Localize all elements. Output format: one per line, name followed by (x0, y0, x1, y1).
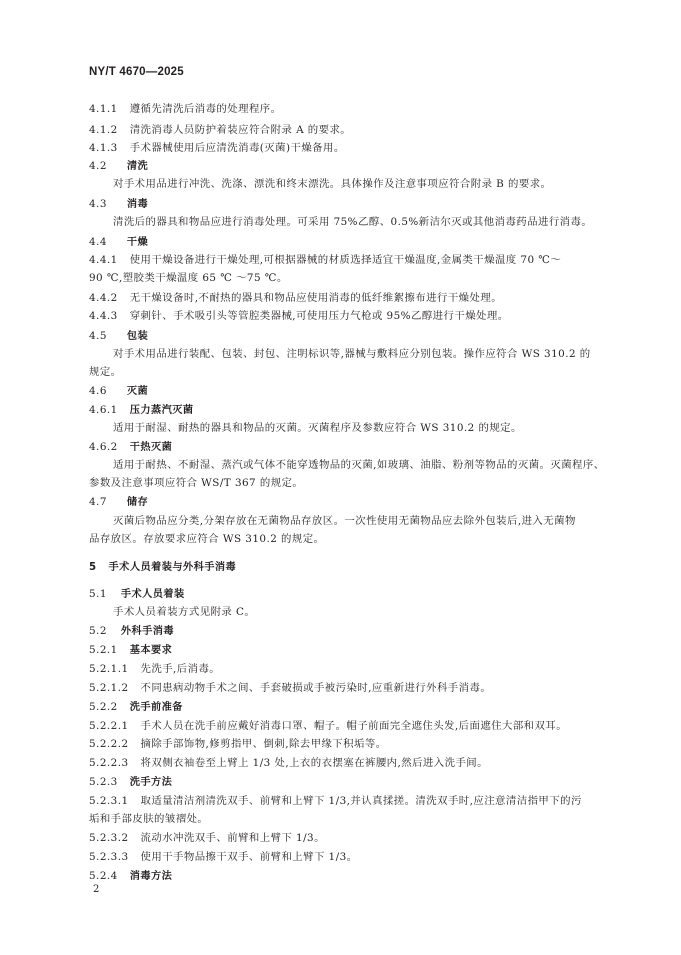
paragraph-continued: 品存放区。存放要求应符合 WS 310.2 的规定。 (89, 533, 325, 545)
clause-5-2-2-heading (89, 699, 617, 716)
section-4-4-heading (89, 234, 617, 251)
section-number: 4.6 (89, 385, 107, 397)
clause-4-4-3 (89, 308, 617, 324)
clause-text: 手术器械使用后应清洗消毒(灭菌)干燥备用。 (129, 142, 345, 154)
section-4-2-heading (89, 158, 617, 175)
clause-number: 5.2.1.1 (89, 663, 129, 675)
clause-number: 5.2.2 (89, 701, 118, 713)
clause-text: 取适量清洁剂清洗双手、前臂和上臂下 1/3,并认真揉搓。清洗双手时,应注意清洁指甲下的污 (140, 795, 582, 807)
chapter-number: 5 (89, 562, 97, 573)
clause-number: 5.2.4 (89, 870, 118, 882)
section-title: 储存 (126, 497, 149, 508)
clause-number: 5.2.2.2 (89, 738, 129, 750)
clause-title: 洗手前准备 (129, 702, 183, 713)
clause-text: 使用干手物品擦干双手、前臂和上臂下 1/3。 (140, 851, 358, 863)
clause-number: 5.2.3 (89, 776, 118, 788)
section-4-7-heading (89, 494, 617, 511)
clause-5-2-1-1 (89, 661, 617, 677)
clause-title: 压力蒸汽灭菌 (129, 405, 194, 416)
clause-text: 使用干燥设备进行干燥处理,可根据器械的材质选择适宜干燥温度,金属类干燥温度 70 ℃～ (129, 254, 562, 266)
clause-number: 4.6.1 (89, 404, 118, 416)
clause-4-4-1 (89, 252, 617, 268)
section-title: 清洗 (126, 161, 149, 172)
paragraph: 手术人员着装方式见附录 C。 (113, 606, 256, 618)
section-number: 4.5 (89, 330, 107, 342)
clause-4-4-2 (89, 290, 617, 306)
clause-title: 洗手方法 (129, 777, 173, 788)
clause-5-2-4-heading (89, 868, 617, 885)
clause-number: 5.2.1 (89, 644, 118, 656)
clause-5-2-1-2 (89, 680, 617, 696)
section-number: 5.2 (89, 625, 107, 637)
section-4-6-heading (89, 383, 617, 400)
clause-number: 5.2.3.3 (89, 851, 129, 863)
section-number: 4.2 (89, 160, 107, 172)
section-title: 外科手消毒 (120, 626, 175, 637)
chapter-5-heading (89, 559, 617, 576)
clause-5-2-2-3 (89, 755, 617, 771)
chapter-title: 手术人员着装与外科手消毒 (108, 562, 237, 573)
section-number: 4.3 (89, 198, 107, 210)
clause-text: 先洗手,后消毒。 (140, 663, 221, 675)
paragraph: 对手术用品进行冲洗、洗涤、漂洗和终末漂洗。具体操作及注意事项应符合附录 B 的要求。 (113, 178, 552, 190)
clause-number: 5.2.2.3 (89, 757, 129, 769)
section-number: 5.1 (89, 588, 107, 600)
clause-4-1-2 (89, 122, 617, 138)
paragraph-continued: 参数及注意事项应符合 WS/T 367 的规定。 (89, 477, 304, 489)
clause-text: 摘除手部饰物,修剪指甲、倒刺,除去甲缘下积垢等。 (140, 738, 387, 750)
clause-number: 4.1.2 (89, 124, 118, 136)
clause-text: 无干燥设备时,不耐热的器具和物品应使用消毒的低纤维絮擦布进行干燥处理。 (129, 292, 503, 304)
clause-4-6-1-heading (89, 402, 617, 419)
clause-number: 4.4.1 (89, 254, 118, 266)
clause-text: 穿刺针、手术吸引头等管腔类器械,可使用压力气枪或 95%乙醇进行干燥处理。 (129, 310, 509, 322)
clause-number: 4.4.2 (89, 292, 118, 304)
page-number: 2 (93, 884, 100, 895)
clause-5-2-2-1 (89, 718, 617, 734)
section-number: 4.7 (89, 496, 107, 508)
clause-number: 4.6.2 (89, 441, 118, 453)
clause-text: 将双侧衣袖卷至上臂上 1/3 处,上衣的衣摆塞在裤腰内,然后进入洗手间。 (140, 757, 488, 769)
paragraph: 灭菌后物品应分类,分架存放在无菌物品存放区。一次性使用无菌物品应去除外包装后,进入无菌物 (113, 515, 576, 527)
clause-title: 消毒方法 (129, 871, 173, 882)
clause-text: 遵循先清洗后消毒的处理程序。 (129, 103, 282, 115)
clause-5-2-3-2 (89, 830, 617, 846)
clause-number: 4.4.3 (89, 310, 118, 322)
section-title: 灭菌 (126, 386, 149, 397)
clause-number: 5.2.3.2 (89, 832, 129, 844)
section-title: 干燥 (126, 237, 149, 248)
clause-number: 5.2.3.1 (89, 795, 129, 807)
section-4-3-heading (89, 196, 617, 213)
paragraph: 清洗后的器具和物品应进行消毒处理。可采用 75%乙醇、0.5%新洁尔灭或其他消毒药品进行消毒。 (113, 216, 593, 228)
clause-title: 基本要求 (129, 645, 173, 656)
clause-number: 5.2.1.2 (89, 682, 129, 694)
clause-text: 不同患病动物手术之间、手套破损或手被污染时,应重新进行外科手消毒。 (140, 682, 492, 694)
clause-4-1-3 (89, 140, 617, 156)
clause-number: 5.2.2.1 (89, 720, 129, 732)
section-title: 消毒 (126, 199, 149, 210)
clause-text: 流动水冲洗双手、前臂和上臂下 1/3。 (140, 832, 325, 844)
section-5-2-heading (89, 623, 617, 640)
clause-text: 清洗消毒人员防护着装应符合附录 A 的要求。 (129, 124, 352, 136)
clause-number: 4.1.3 (89, 142, 118, 154)
paragraph: 对手术用品进行装配、包装、封包、注明标识等,器械与敷料应分别包装。操作应符合 WS 310.2 的 (113, 348, 591, 360)
section-title: 手术人员着装 (120, 589, 185, 600)
clause-number: 4.1.1 (89, 103, 118, 115)
clause-5-2-3-1 (89, 793, 617, 809)
paragraph-continued: 规定。 (89, 366, 122, 378)
clause-4-4-1-continued: 90 ℃,塑胶类干燥温度 65 ℃ ～75 ℃。 (89, 272, 288, 284)
clause-5-2-3-heading (89, 774, 617, 791)
clause-text: 手术人员在洗手前应戴好消毒口罩、帽子。帽子前面完全遮住头发,后面遮住大部和双耳。 (140, 720, 568, 732)
clause-4-6-2-heading (89, 439, 617, 456)
paragraph: 适用于耐湿、耐热的器具和物品的灭菌。灭菌程序及参数应符合 WS 310.2 的规定。 (113, 422, 522, 434)
clause-title: 干热灭菌 (129, 442, 173, 453)
clause-5-2-3-3 (89, 849, 617, 865)
clause-5-2-3-1-continued: 垢和手部皮肤的皱褶处。 (89, 813, 209, 825)
section-number: 4.4 (89, 236, 107, 248)
clause-5-2-1-heading (89, 642, 617, 659)
clause-4-1-1 (89, 101, 617, 117)
clause-5-2-2-2 (89, 736, 617, 752)
section-title: 包装 (126, 331, 149, 342)
section-5-1-heading (89, 586, 617, 603)
section-4-5-heading (89, 328, 617, 345)
standard-number: NY/T 4670—2025 (89, 66, 184, 78)
paragraph: 适用于耐热、不耐湿、蒸汽或气体不能穿透物品的灭菌,如玻璃、油脂、粉剂等物品的灭菌。灭菌程序、 (113, 459, 605, 471)
